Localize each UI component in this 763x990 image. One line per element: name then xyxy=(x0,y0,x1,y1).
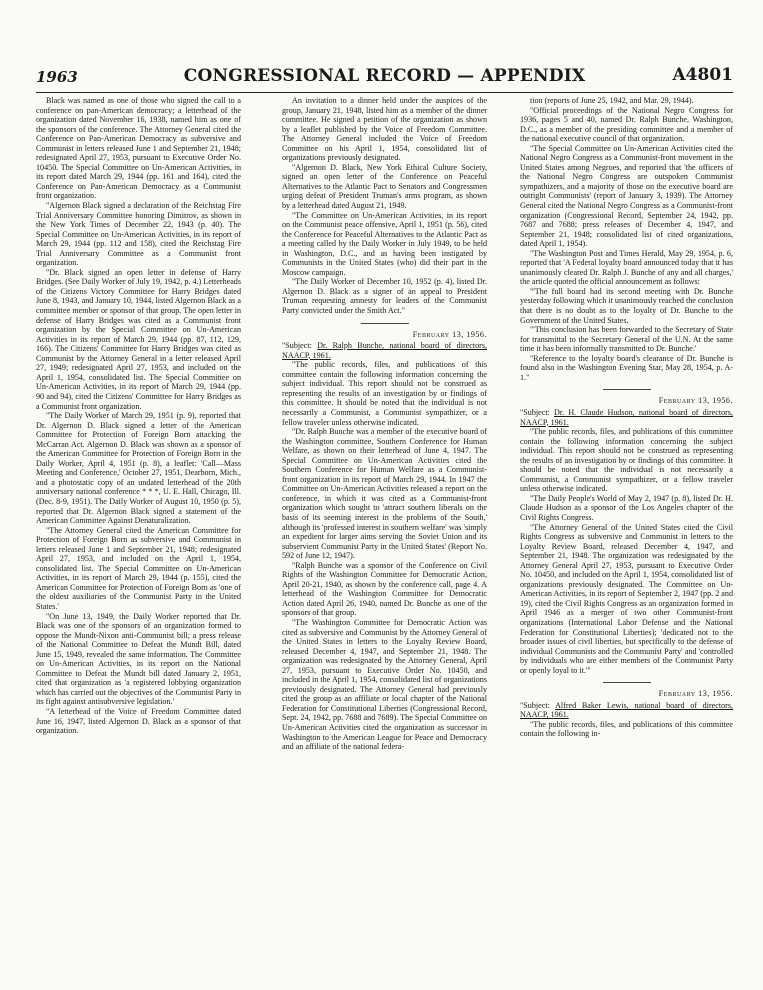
paragraph: "'This conclusion has been forwarded to the Secretary of State for transmittal to the Secretary General of the U.N. At the same time it has been informally transmitted to Dr. Bunche.' xyxy=(520,325,733,354)
column-3 xyxy=(520,96,733,952)
paragraph: "'The full board had its second meeting with Dr. Bunche yesterday following which it unanimously reached the conclusion that there is no doubt as to the loyalty of Dr. Bunche to the Government of the United States. xyxy=(520,286,733,325)
paragraph: "Algernon Black signed a declaration of the Reichstag Fire Trial Anniversary Committee honoring Dimitrov, as shown in the New York Times of December 22, 1943 (p. 40). The Special Committee on Un-American Activities, in its report of March 29, 1944 (pp. 112 and 158), cited the Reichstag Fire Trial Anniversary Committee as a Communist front organization. xyxy=(36,201,241,268)
paragraph: "The Special Committee on Un-American Activities cited the National Negro Congress as a Communist-front movement in the United States among Negroes, and reported that 'the officers of the National Negro Congress are outspoken Communist sympathizers, and a majority of those on the executive board are outright Communists' (report of January 3, 1939). The Attorney General cited the National Negro Congress as a Communist-front organization (Congressional Record, September 24, 1942, pp. 7687 and 7688; press releases of December 4, 1947, and September 21, 1948; consolidated list of cited organizations, dated April 1, 1954). xyxy=(520,143,733,249)
paragraph: "The Attorney General of the United States cited the Civil Rights Congress as subversive and Communist in letters to the Loyalty Review Board, released December 4, 1947, and September 21, 1948. The organization was redesignated by the Attorney General April 27, 1953, pursuant to Executive Order No. 10450, and included on the April 1, 1954, consolidated list of organizations previously designated. The Committee on Un-American Activities, in its report of September 2, 1947 (pp. 2 and 19), cited the Civil Rights Congress as an organization formed in April 1946 as a merger of two other Communist-front organizations (International Labor Defense and the National Federation for Constitutional Liberties); 'dedicated not to the broader issues of civil liberties, but specifically to the defense of individual Communists and the Communist Party' and 'controlled by individuals who are either members of the Communist Party or openly loyal to it.'" xyxy=(520,522,733,675)
paragraph: "Official proceedings of the National Negro Congress for 1936, pages 5 and 40, named Dr. Ralph Bunche, Washington, D.C., as a member of the presiding committee and a member of the national executive council of that organization. xyxy=(520,105,733,144)
paragraph: "Reference to the loyalty board's clearance of Dr. Bunche is found also in the Washington Evening Star, May 28, 1954, p. A-1." xyxy=(520,353,733,382)
section-divider xyxy=(361,323,409,324)
journal-title: CONGRESSIONAL RECORD — APPENDIX xyxy=(183,66,586,86)
memo-date: February 13, 1956. xyxy=(658,689,733,699)
paragraph: "On June 13, 1949, the Daily Worker reported that Dr. Black was one of the sponsors of an organization formed to oppose the Mundt-Nixon anti-Communist bill; a press release of the National Committee to Defeat the Mundt Bill, dated June 15, 1949, revealed the same information. The Committee on Un-American Activities, in its report on the National Committee to Defeat the Mundt bill dated January 2, 1951, cited that organization as 'a registered lobbying organization which has carried out the objectives of the Communist Party in its fight against antisubversive legislation.' xyxy=(36,611,241,707)
section-divider xyxy=(603,682,651,683)
paragraph: "Algernon D. Black, New York Ethical Culture Society, signed an open letter of the Conference on Peaceful Alternatives to the Atlantic Pact to Senators and Congressmen urging defeat of President Truman's arms program, as shown by a letterhead dated August 21, 1949. xyxy=(282,162,487,211)
subject-prefix: "Subject: xyxy=(282,341,318,351)
paragraph: "A letterhead of the Voice of Freedom Committee dated June 16, 1947, listed Algernon D. Black as a sponsor of that organization. xyxy=(36,707,241,736)
header-rule xyxy=(36,92,733,93)
paragraph: "The Committee on Un-American Activities, in its report on the Communist peace offensive, April 1, 1951 (p. 56), cited the Conference for Peaceful Alternatives to the Atlantic Pact as a meeting called by the Daily Worker in July 1949, to be held in Washington, D.C., and as having been instigated by Communists in the United States (who) did their part in the Moscow campaign. xyxy=(282,210,487,277)
paragraph: "The Daily Worker of March 29, 1951 (p. 9), reported that Dr. Algernon D. Black signed a letter of the American Committee for Protection of Foreign Born attacking the McCarran Act. Algernon D. Black was shown as a sponsor of the American Committee for Protection of Foreign Born in the Daily Worker, April 4, 1951 (p. 8), a leaflet: 'Call—Mass Meeting and Conference,' October 27, 1951, Dearborn, Mich., and a photostatic copy of an undated letterhead of the 20th anniversary national conference * * *, U. E. Hall, Chicago, Ill. (Dec. 8-9, 1951). The Daily Worker of August 10, 1950 (p. 5), reported that Dr. Algernon Black signed a statement of the American Committee Against Denaturalization. xyxy=(36,411,241,526)
column-2 xyxy=(282,96,487,952)
memo-subject xyxy=(520,701,733,720)
subject-prefix: "Subject: xyxy=(520,700,556,710)
paragraph: "The Washington Post and Times Herald, May 29, 1954, p. 6, reported that 'A Federal loyalty board announced today that it has unanimously cleared Dr. Ralph J. Bunche of any and all charges,' the article quoted the official announcement as follows: xyxy=(520,248,733,287)
subject-name: Alfred Baker Lewis, national board of directors, NAACP, 1961. xyxy=(520,700,733,720)
paragraph: "Dr. Ralph Bunche was a member of the executive board of the Washington committee, Southern Conference for Human Welfare, as shown on their letterhead of June 4, 1947. The Special Committee on Un-American Activities cited the Southern Conference for Human Welfare as a Communist-front organization in its report of March 29, 1944. In 1947 the Committee on Un-American Activities released a report on the conference, in which it was cited as a Communist-front organization which sought to 'attract southern liberals on the basis of its seeming interest in the problems of the South,' although its 'professed interest in southern welfare' was 'simply an expedient for larger aims serving the Soviet Union and its subservient Communist Party in the United States' (Report No. 592 of June 12, 1947). xyxy=(282,427,487,561)
column-1 xyxy=(36,96,241,952)
section-divider xyxy=(603,389,651,390)
memo-date: February 13, 1956. xyxy=(658,396,733,406)
page-number: A4801 xyxy=(672,65,733,85)
memo-subject xyxy=(520,408,733,427)
subject-name: Dr. Ralph Bunche, national board of directors, NAACP, 1961. xyxy=(282,341,487,360)
paragraph: "The Daily Worker of December 10, 1952 (p. 4), listed Dr. Algernon D. Black as a signer of an appeal to President Truman requesting amnesty for leaders of the Communist Party convicted under the Smith Act." xyxy=(282,277,487,316)
memo-subject xyxy=(282,341,487,360)
paragraph: "The Daily People's World of May 2, 1947 (p. 8), listed Dr. H. Claude Hudson as a sponsor of the Los Angeles chapter of the Civil Rights Congress. xyxy=(520,493,733,522)
paragraph: "The public records, files, and publications of this committee contain the following in- xyxy=(520,719,733,739)
paragraph: "The public records, files, and publications of this committee contain the following information concerning the subject individual. This report should not be construed as representing the results of an investigation by or findings of this committee. It should be noted that the individual is not necessarily a Communist, a Communist sympathizer, or a fellow traveler unless otherwise indicated. xyxy=(282,360,487,427)
paragraph: "Ralph Bunche was a sponsor of the Conference on Civil Rights of the Washington Committee for Democratic Action, April 20-21, 1940, as shown by the conference call, page 4. A letterhead of the Washington Committee for Democratic Action dated April 26, 1940, named Dr. Bunche as one of the sponsors of that group. xyxy=(282,560,487,618)
page-header xyxy=(36,64,733,92)
paragraph: Black was named as one of those who signed the call to a conference on pan-American democracy; a letterhead of the organization dated November 16, 1938, named him as one of the sponsors of the conference. The Attorney General cited the Conference on Pan-American Democracy as subversive and Communist in letters released June 1 and September 21, 1948; redesignated April 27, 1953, pursuant to Executive Order No. 10450. The Special Committee on Un-American Activities, in its report dated March 29, 1944 (pp. 161 and 164), cited the Conference on Pan-American Democracy as a Communist front organization. xyxy=(36,96,241,201)
paragraph: "The Washington Committee for Democratic Action was cited as subversive and Communist by the Attorney General of the United States in letters to the Loyalty Review Board, released December 4, 1947, and September 21, 1948. The organization was redesignated by the Attorney General, April 27, 1953, pursuant to Executive Order No. 10450, and included in the April 1, 1954, consolidated list of organizations previously designated. The Attorney General had previously cited the group as an affiliate or local chapter of the National Federation for Constitutional Liberties (Congressional Record, Sept. 24, 1942, pp. 7688 and 7689). The Special Committee on Un-American Activities cited the organization as successor in Washington to the American League for Peace and Democracy and an affiliate of the national federa- xyxy=(282,617,487,752)
paragraph: tion (reports of June 25, 1942, and Mar. 29, 1944). xyxy=(530,96,694,105)
paragraph: An invitation to a dinner held under the auspices of the group, January 21, 1948, listed him as a member of the dinner committee. He signed a petition of the organization as shown by a leaflet published by the Voice of Freedom Committee. The Attorney General included the Voice of Freedom Committee on his April 1, 1954, consolidated list of organizations previously designated. xyxy=(282,96,487,163)
paragraph: "Dr. Black signed an open letter in defense of Harry Bridges. (See Daily Worker of July 19, 1942, p. 4.) Letterheads of the Citizens Victory Committee for Harry Bridges dated June 8, 1943, and January 10, 1944, listed Algernon Black as a committee member or sponsor of that group. The open letter in defense of Harry Bridges was cited as a Communist front organization by the Special Committee on Un-American Activities in its report of March 29, 1944 (pp. 87, 112, 129, 166). The Citizens' Committee for Harry Bridges was cited as Communist by the Attorney General in a letter released April 27, 1949; redesignated April 27, 1953, and included on the April 1, 1954, consolidated list. The Special Committee on Un-American Activities, in its report of March 29, 1944 (pp. 90 and 94), cited the Citizens' Committee for Harry Bridges as a Communist front organization. xyxy=(36,267,241,411)
subject-name: Dr. H. Claude Hudson, national board of directors, NAACP, 1961. xyxy=(520,407,733,427)
paragraph: "The public records, files, and publications of this committee contain the following information concerning the subject individual. This report should not be construed as representing the results of an investigation by or findings of this committee. It should be noted that the individual is not necessarily a Communist, a Communist sympathizer, or a fellow traveler unless otherwise indicated. xyxy=(520,427,733,494)
page-year: 1963 xyxy=(36,68,78,86)
memo-date: February 13, 1956. xyxy=(412,329,487,339)
subject-prefix: "Subject: xyxy=(520,407,555,417)
paragraph: "The Attorney General cited the American Committee for Protection of Foreign Born as subversive and Communist in letters released June 1 and September 21, 1948; redesignated April 27, 1953, and included on the April 1, 1954, consolidated list. The Special Committee on Un-American Activities, in its report of March 29, 1944 (p. 155), cited the American Committee for Protection of Foreign Born as 'one of the oldest auxiliaries of the Communist Party in the United States.' xyxy=(36,525,241,611)
